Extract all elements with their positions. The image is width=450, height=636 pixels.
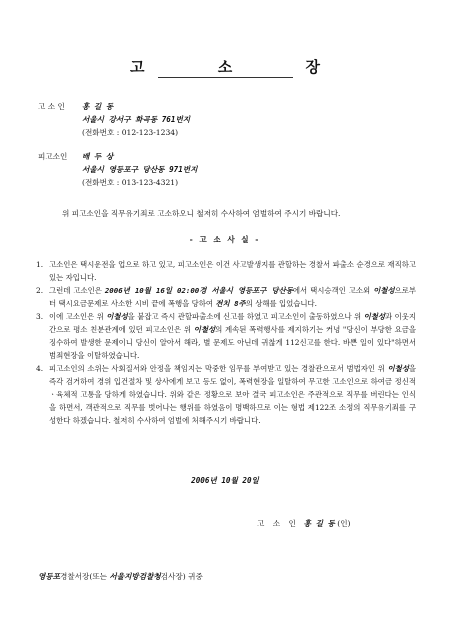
- accused-address: 서울시 영등포구 당산동 971번지: [82, 165, 198, 174]
- fact-item: [36, 310, 416, 362]
- recipient-text: 경찰서장(또는: [60, 572, 110, 581]
- complainant-block: [38, 100, 190, 139]
- accused-phone: (전화번호 : 013-123-4321): [82, 178, 179, 187]
- signature-seal: (인): [337, 519, 351, 528]
- handwritten-fill: 이철성: [387, 364, 409, 373]
- fact-item: [36, 258, 416, 284]
- fact-text: 의 계속된 폭력행사를 제지하기는 커녕 "당신이 부당한 요금을 징수하여 발생한 문제이니 당신이 알아서 해라, 별 문제도 아닌데 귀찮게 112신고를 한다. 바쁜 일이 있다"하면서 범죄현장을 이탈하였습니다.: [49, 325, 416, 360]
- section-heading: - 고 소 사 실 -: [189, 235, 261, 244]
- intro-paragraph: 위 피고소인을 직무유기죄로 고소하오니 철저히 수사하여 엄벌하여 주시기 바랍니다.: [62, 209, 341, 218]
- fact-item: [36, 362, 416, 427]
- facts-list: [36, 258, 416, 427]
- complainant-role: 고 소 인: [38, 102, 65, 111]
- filing-date: 2006년 10월 20일: [191, 476, 259, 485]
- fact-text: 으로부터 택시요금문제로 사소한 시비 끝에 폭행을 당하여: [49, 286, 416, 308]
- recipient-station: 영등포: [38, 572, 61, 581]
- handwritten-fill: 이철성: [363, 312, 386, 321]
- recipient-text: 검사장) 귀중: [160, 572, 203, 581]
- recipient-prosecutor: 서울지방검찰청: [109, 572, 161, 581]
- complainant-phone: (전화번호 : 012-123-1234): [82, 128, 179, 137]
- fact-number: 3.: [36, 312, 44, 321]
- fact-text: 피고소인의 소위는 사회질서와 안정을 책임지는 막중한 임무를 부여받고 있는 경찰관으로서 범법자인 위: [49, 364, 388, 373]
- signature-label: 고 소 인: [257, 519, 299, 528]
- fact-number: 4.: [36, 364, 44, 373]
- handwritten-fill: 이철성: [373, 286, 395, 295]
- accused-name: 배 두 상: [82, 152, 114, 161]
- handwritten-fill: 이철성: [106, 312, 128, 321]
- fact-text: 이에 고소인은 위: [49, 312, 107, 321]
- complainant-name: 홍 길 동: [82, 102, 114, 111]
- complainant-address: 서울시 강서구 화곡동 761번지: [82, 115, 191, 124]
- fact-number: 1.: [36, 260, 44, 269]
- signature-block: [257, 518, 351, 529]
- handwritten-fill: 이철성: [193, 325, 216, 334]
- fact-text: 과 이웃지간으로 평소 친분관계에 있던 피고소인은 위: [49, 312, 416, 334]
- fact-text: 의 상해를 입었습니다.: [245, 299, 318, 308]
- fact-text: 고소인은 택시운전을 업으로 하고 있고, 피고소인은 이건 사고발생지를 관할하는 경찰서 파출소 순경으로 재직하고 있는 자입니다.: [49, 260, 416, 282]
- accused-block: [38, 150, 197, 189]
- title-underline: [158, 77, 293, 78]
- handwritten-fill: 전치 8주: [215, 299, 246, 308]
- signature-name: 홍 길 동: [303, 519, 335, 528]
- fact-text: 에서 택시승객인 고소외: [292, 286, 374, 295]
- accused-role: 피고소인: [38, 152, 68, 161]
- fact-number: 2.: [36, 286, 44, 295]
- fact-text: 을 즉각 검거하여 경위 입건절차 및 상사에게 보고 등도 없이, 폭력현장을 일탈하여 무고한 고소인으로 하여금 정신적ㆍ육체적 고통을 당하게 하였습니다. 위와 같은 정황으로 보아 결국 피고소인은 주관적으로 직무를 버린다는 인식을 하면서, 객관적으로 직무를 벗어나는 행위를 하였음이 명백하므로 이는 형법 제122조 소정의 직무유기죄를 구성한다 하겠습니다. 철저히 수사하여 엄벌에 처해주시기 바랍니다.: [49, 364, 416, 425]
- recipient-line: [38, 571, 203, 582]
- handwritten-fill: 2006년 10월 16일 02:00경 서울시 영등포구 당산동: [104, 286, 293, 295]
- document-title: 고 소 장: [130, 58, 354, 76]
- fact-text: 그런데 고소인은: [49, 286, 105, 295]
- fact-item: [36, 284, 416, 310]
- fact-text: 을 붙잡고 즉시 관할파출소에 신고를 하였고 피고소인이 출동하였으나 위: [127, 312, 364, 321]
